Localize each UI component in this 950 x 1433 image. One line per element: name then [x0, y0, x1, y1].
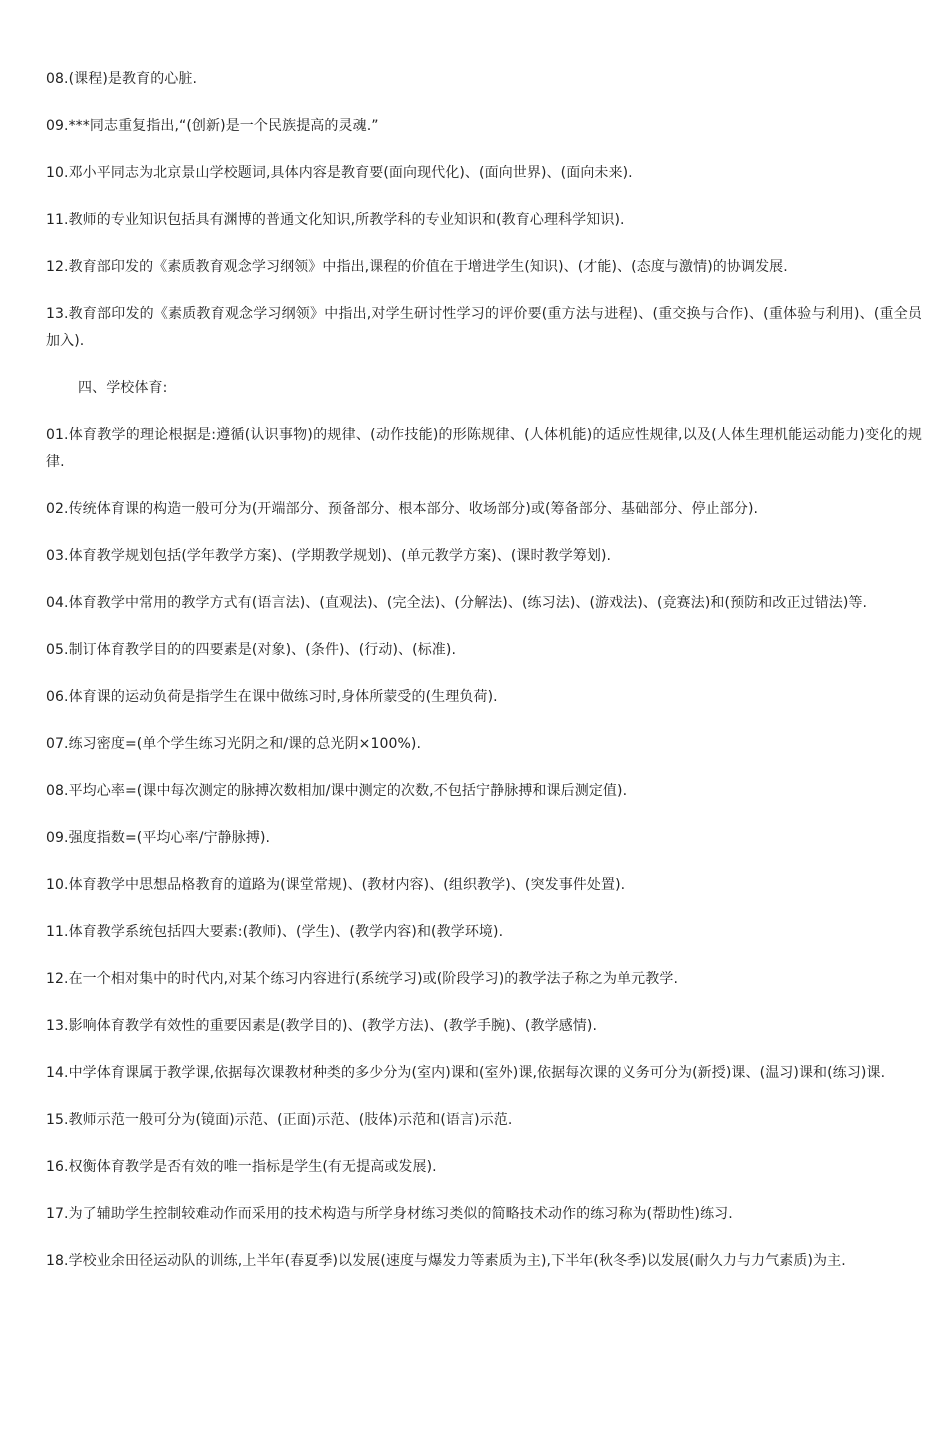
- pe-item-11: 11.体育教学系统包括四大要素:(教师)、(学生)、(教学内容)和(教学环境).: [46, 924, 504, 940]
- paragraph-13-research-learning: 13.教育部印发的《素质教育观念学习纲领》中指出,对学生研讨性学习的评价要(重方法与进程)、(重交换与合作)、(重体验与利用)、(重全员加入).: [46, 306, 922, 349]
- pe-item-17: 17.为了辅助学生控制较难动作而采用的技术构造与所学身材练习类似的简略技术动作的练习称为(帮助性)练习.: [46, 1206, 733, 1222]
- pe-item-05: 05.制订体育教学目的的四要素是(对象)、(条件)、(行动)、(标准).: [46, 642, 457, 658]
- pe-item-07: 07.练习密度=(单个学生练习光阴之和/课的总光阴×100%).: [46, 736, 422, 752]
- pe-item-16: 16.权衡体育教学是否有效的唯一指标是学生(有无提高或发展).: [46, 1159, 437, 1175]
- pe-item-13: 13.影响体育教学有效性的重要因素是(教学目的)、(教学方法)、(教学手腕)、(教学感情).: [46, 1018, 598, 1034]
- pe-item-18: 18.学校业余田径运动队的训练,上半年(春夏季)以发展(速度与爆发力等素质为主),下半年(秋冬季)以发展(耐久力与力气素质)为主.: [46, 1253, 846, 1269]
- paragraph-09-innovation: 09.***同志重复指出,“(创新)是一个民族提高的灵魂.”: [46, 118, 379, 134]
- document-body: [46, 66, 922, 1295]
- pe-item-03: 03.体育教学规划包括(学年教学方案)、(学期教学规划)、(单元教学方案)、(课时教学筹划).: [46, 548, 612, 564]
- pe-item-14: 14.中学体育课属于教学课,依据每次课教材种类的多少分为(室内)课和(室外)课,依据每次课的义务可分为(新授)课、(温习)课和(练习)课.: [46, 1065, 886, 1081]
- pe-item-04: 04.体育教学中常用的教学方式有(语言法)、(直观法)、(完全法)、(分解法)、(练习法)、(游戏法)、(竞赛法)和(预防和改正过错法)等.: [46, 595, 868, 611]
- paragraph-12-curriculum-value: 12.教育部印发的《素质教育观念学习纲领》中指出,课程的价值在于增进学生(知识)、(才能)、(态度与激情)的协调发展.: [46, 259, 788, 275]
- pe-item-01: 01.体育教学的理论根据是:遵循(认识事物)的规律、(动作技能)的形陈规律、(人体机能)的适应性规律,以及(人体生理机能运动能力)变化的规律.: [46, 427, 922, 470]
- section-heading-school-pe: 四、学校体育:: [78, 380, 168, 396]
- paragraph-10-three-orientations: 10.邓小平同志为北京景山学校题词,具体内容是教育要(面向现代化)、(面向世界)、(面向未来).: [46, 165, 633, 181]
- pe-item-06: 06.体育课的运动负荷是指学生在课中做练习时,身体所蒙受的(生理负荷).: [46, 689, 498, 705]
- pe-item-15: 15.教师示范一般可分为(镜面)示范、(正面)示范、(肢体)示范和(语言)示范.: [46, 1112, 513, 1128]
- paragraph-11-teacher-knowledge: 11.教师的专业知识包括具有渊博的普通文化知识,所教学科的专业知识和(教育心理科学知识).: [46, 212, 625, 228]
- paragraph-08-curriculum: 08.(课程)是教育的心脏.: [46, 71, 198, 87]
- pe-item-12: 12.在一个相对集中的时代内,对某个练习内容进行(系统学习)或(阶段学习)的教学法子称之为单元教学.: [46, 971, 679, 987]
- pe-item-10: 10.体育教学中思想品格教育的道路为(课堂常规)、(教材内容)、(组织教学)、(突发事件处置).: [46, 877, 626, 893]
- pe-item-08: 08.平均心率=(课中每次测定的脉搏次数相加/课中测定的次数,不包括宁静脉搏和课后测定值).: [46, 783, 628, 799]
- pe-item-09: 09.强度指数=(平均心率/宁静脉搏).: [46, 830, 271, 846]
- pe-item-02: 02.传统体育课的构造一般可分为(开端部分、预备部分、根本部分、收场部分)或(筹备部分、基础部分、停止部分).: [46, 501, 759, 517]
